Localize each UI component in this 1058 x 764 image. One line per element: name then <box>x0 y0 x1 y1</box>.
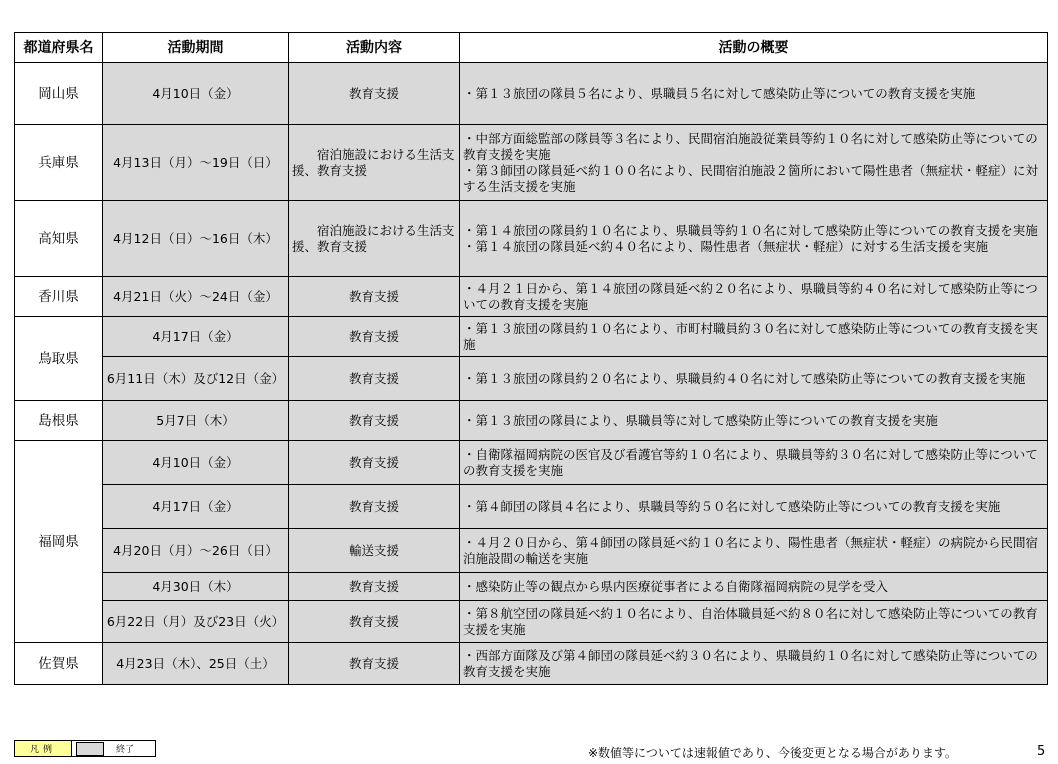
period-cell: 5月7日（木） <box>103 401 289 441</box>
period-cell: 4月20日（月）～26日（日） <box>103 529 289 573</box>
header-content: 活動内容 <box>289 33 460 63</box>
summary-line: ・第４師団の隊員４名により、県職員等約５０名に対して感染防止等についての教育支援を実施 <box>463 498 1001 514</box>
summary-line: ・第１３旅団の隊員により、県職員等に対して感染防止等についての教育支援を実施 <box>463 412 938 428</box>
content-cell: 宿泊施設における生活支援、教育支援 <box>289 201 460 277</box>
prefecture-cell: 高知県 <box>15 201 103 277</box>
table-row <box>15 125 1048 201</box>
footnote: ※数値等については速報値であり、今後変更となる場合があります。 <box>588 746 957 760</box>
table-row <box>15 201 1048 277</box>
legend-finished-swatch <box>76 742 104 756</box>
content-cell: 教育支援 <box>289 573 460 601</box>
content-cell: 教育支援 <box>289 63 460 125</box>
prefecture-cell: 島根県 <box>15 401 103 441</box>
summary-line: ・第３師団の隊員延べ約１００名により、民間宿泊施設２箇所において陽性患者（無症状・軽症）に対する生活支援を実施 <box>463 162 1039 194</box>
period-cell: 4月21日（火）～24日（金） <box>103 277 289 317</box>
prefecture-cell: 香川県 <box>15 277 103 317</box>
table-row <box>15 357 1048 401</box>
summary-cell <box>460 529 1048 573</box>
summary-cell <box>460 201 1048 277</box>
summary-line: ・第１３旅団の隊員約２０名により、県職員約４０名に対して感染防止等についての教育支援を実施 <box>463 370 1026 386</box>
summary-cell <box>460 401 1048 441</box>
summary-line: ・自衛隊福岡病院の医官及び看護官等約１０名により、県職員等約３０名に対して感染防止等についての教育支援を実施 <box>463 446 1038 478</box>
period-cell: 4月10日（金） <box>103 63 289 125</box>
activity-table <box>14 32 1048 685</box>
period-cell: 6月22日（月）及び23日（火） <box>103 601 289 643</box>
summary-cell <box>460 357 1048 401</box>
header-prefecture: 都道府県名 <box>15 33 103 63</box>
prefecture-cell: 鳥取県 <box>15 317 103 401</box>
summary-cell <box>460 63 1048 125</box>
table-row <box>15 601 1048 643</box>
period-cell: 4月30日（木） <box>103 573 289 601</box>
summary-line: ・４月２１日から、第１４旅団の隊員延べ約２０名により、県職員等約４０名に対して感染防止等についての教育支援を実施 <box>463 280 1038 312</box>
summary-cell <box>460 441 1048 485</box>
prefecture-cell: 岡山県 <box>15 63 103 125</box>
table-row <box>15 317 1048 357</box>
table-row <box>15 485 1048 529</box>
page-number: 5 <box>1037 744 1046 759</box>
summary-line: ・第１３旅団の隊員５名により、県職員５名に対して感染防止等についての教育支援を実施 <box>463 85 976 101</box>
summary-line: ・４月２０日から、第４師団の隊員延べ約１０名により、陽性患者（無症状・軽症）の病院から民間宿泊施設間の輸送を実施 <box>463 534 1039 566</box>
summary-cell <box>460 643 1048 685</box>
header-summary: 活動の概要 <box>460 33 1048 63</box>
content-cell: 輸送支援 <box>289 529 460 573</box>
legend-label: 凡例 <box>14 740 72 757</box>
period-cell: 4月12日（日）～16日（木） <box>103 201 289 277</box>
period-cell: 4月13日（月）～19日（日） <box>103 125 289 201</box>
prefecture-cell: 佐賀県 <box>15 643 103 685</box>
table-row <box>15 573 1048 601</box>
table-row <box>15 529 1048 573</box>
summary-cell <box>460 485 1048 529</box>
prefecture-cell: 福岡県 <box>15 441 103 643</box>
table-row <box>15 63 1048 125</box>
summary-line: ・西部方面隊及び第４師団の隊員延べ約３０名により、県職員約１０名に対して感染防止等についての教育支援を実施 <box>463 647 1038 679</box>
content-cell: 教育支援 <box>289 277 460 317</box>
summary-cell <box>460 277 1048 317</box>
header-period: 活動期間 <box>103 33 289 63</box>
table-row <box>15 643 1048 685</box>
period-cell: 6月11日（木）及び12日（金） <box>103 357 289 401</box>
period-cell: 4月23日（木）、25日（土） <box>103 643 289 685</box>
summary-line: ・第１４旅団の隊員約１０名により、県職員等約１０名に対して感染防止等についての教育支援を実施 <box>463 222 1038 238</box>
summary-cell <box>460 573 1048 601</box>
summary-cell <box>460 125 1048 201</box>
content-cell: 教育支援 <box>289 601 460 643</box>
content-cell: 教育支援 <box>289 441 460 485</box>
table-row <box>15 401 1048 441</box>
summary-cell <box>460 601 1048 643</box>
summary-line: ・第１３旅団の隊員約１０名により、市町村職員約３０名に対して感染防止等についての教育支援を実施 <box>463 320 1038 352</box>
content-cell: 教育支援 <box>289 401 460 441</box>
summary-line: ・中部方面総監部の隊員等３名により、民間宿泊施設従業員等約１０名に対して感染防止等についての教育支援を実施 <box>463 130 1038 162</box>
legend-finished <box>72 740 156 757</box>
legend-finished-label: 終了 <box>116 745 135 755</box>
content-cell: 教育支援 <box>289 357 460 401</box>
content-cell: 教育支援 <box>289 485 460 529</box>
summary-line: ・第８航空団の隊員延べ約１０名により、自治体職員延べ約８０名に対して感染防止等についての教育支援を実施 <box>463 605 1038 637</box>
period-cell: 4月17日（金） <box>103 317 289 357</box>
prefecture-cell: 兵庫県 <box>15 125 103 201</box>
content-cell: 宿泊施設における生活支援、教育支援 <box>289 125 460 201</box>
table-row <box>15 277 1048 317</box>
summary-line: ・感染防止等の観点から県内医療従事者による自衛隊福岡病院の見学を受入 <box>463 578 889 594</box>
content-cell: 教育支援 <box>289 317 460 357</box>
table-header-row <box>15 33 1048 63</box>
table-row <box>15 441 1048 485</box>
legend <box>14 739 156 758</box>
period-cell: 4月17日（金） <box>103 485 289 529</box>
period-cell: 4月10日（金） <box>103 441 289 485</box>
content-cell: 教育支援 <box>289 643 460 685</box>
summary-cell <box>460 317 1048 357</box>
summary-line: ・第１４旅団の隊員延べ約４０名により、陽性患者（無症状・軽症）に対する生活支援を実施 <box>463 238 989 254</box>
